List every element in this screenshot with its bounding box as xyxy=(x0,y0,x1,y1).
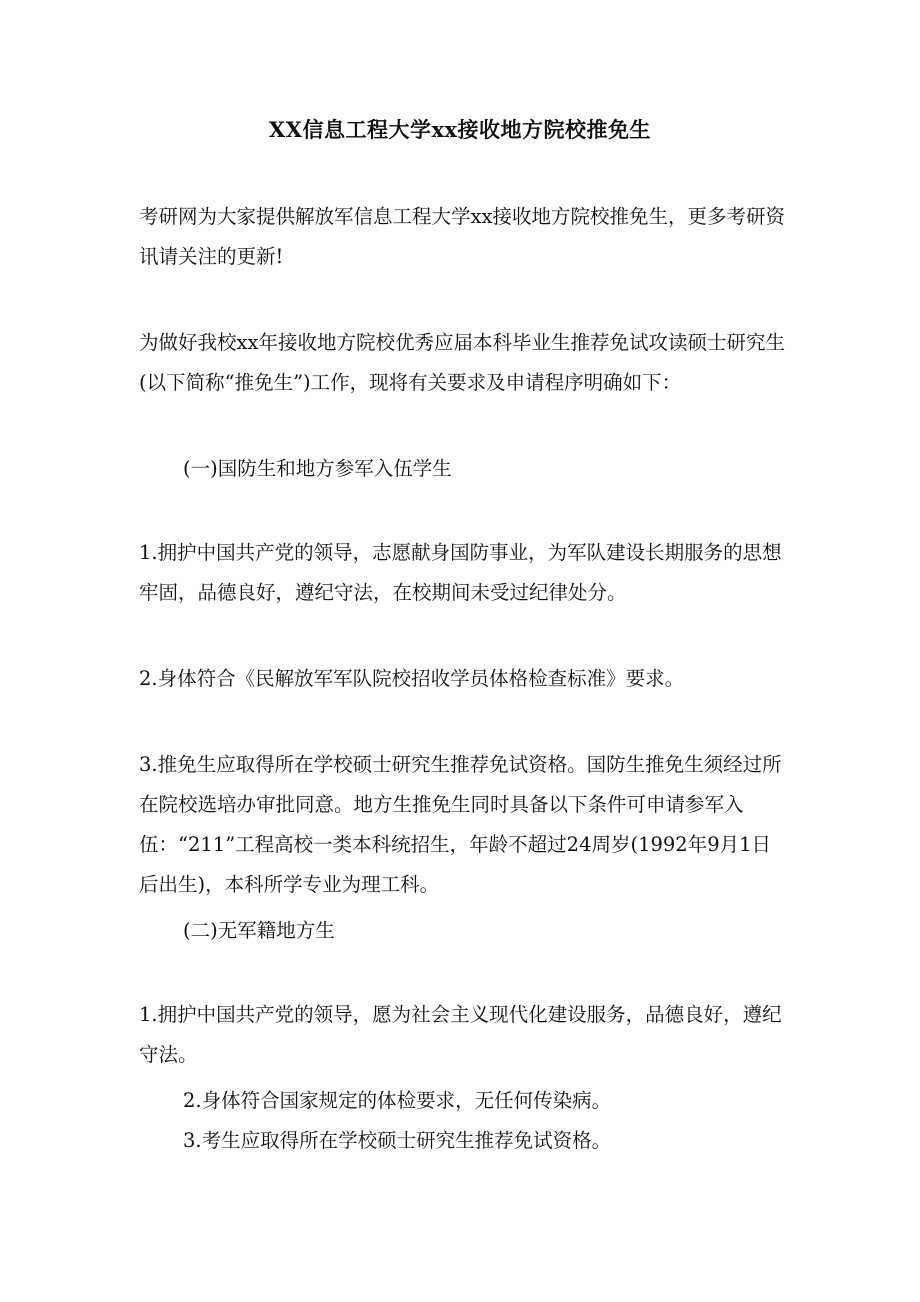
paragraph-2-2: 2.身体符合国家规定的体检要求，无任何传染病。 xyxy=(183,1089,612,1112)
paragraph-1-3: 3.推免生应取得所在学校硕士研究生推荐免试资格。国防生推免生须经过所在院校选培办审批同意。地方生推免生同时具备以下条件可申请参军入伍：“211”工程高校一类本科统招生，年龄不超过24周岁(1992年9月1日后出生)，本科所学专业为理工科。 xyxy=(139,753,782,896)
section-heading-2: (二)无军籍地方生 xyxy=(183,919,335,942)
paragraph-preface: 为做好我校xx年接收地方院校优秀应届本科毕业生推荐免试攻读硕士研究生(以下简称“推免生”)工作，现将有关要求及申请程序明确如下： xyxy=(139,331,785,394)
paragraph-1-1: 1.拥护中国共产党的领导，志愿献身国防事业，为军队建设长期服务的思想牢固，品德良好，遵纪守法，在校期间未受过纪律处分。 xyxy=(139,541,782,604)
paragraph-1-2: 2.身体符合《民解放军军队院校招收学员体格检查标准》要求。 xyxy=(139,667,685,690)
paragraph-intro: 考研网为大家提供解放军信息工程大学xx接收地方院校推免生，更多考研资讯请关注的更新! xyxy=(139,205,785,268)
section-heading-1: (一)国防生和地方参军入伍学生 xyxy=(183,457,452,480)
paragraph-2-3: 3.考生应取得所在学校硕士研究生推荐免试资格。 xyxy=(183,1129,612,1152)
document-title: XX信息工程大学xx接收地方院校推免生 xyxy=(268,117,652,142)
paragraph-2-1: 1.拥护中国共产党的领导，愿为社会主义现代化建设服务，品德良好，遵纪守法。 xyxy=(139,1003,782,1066)
